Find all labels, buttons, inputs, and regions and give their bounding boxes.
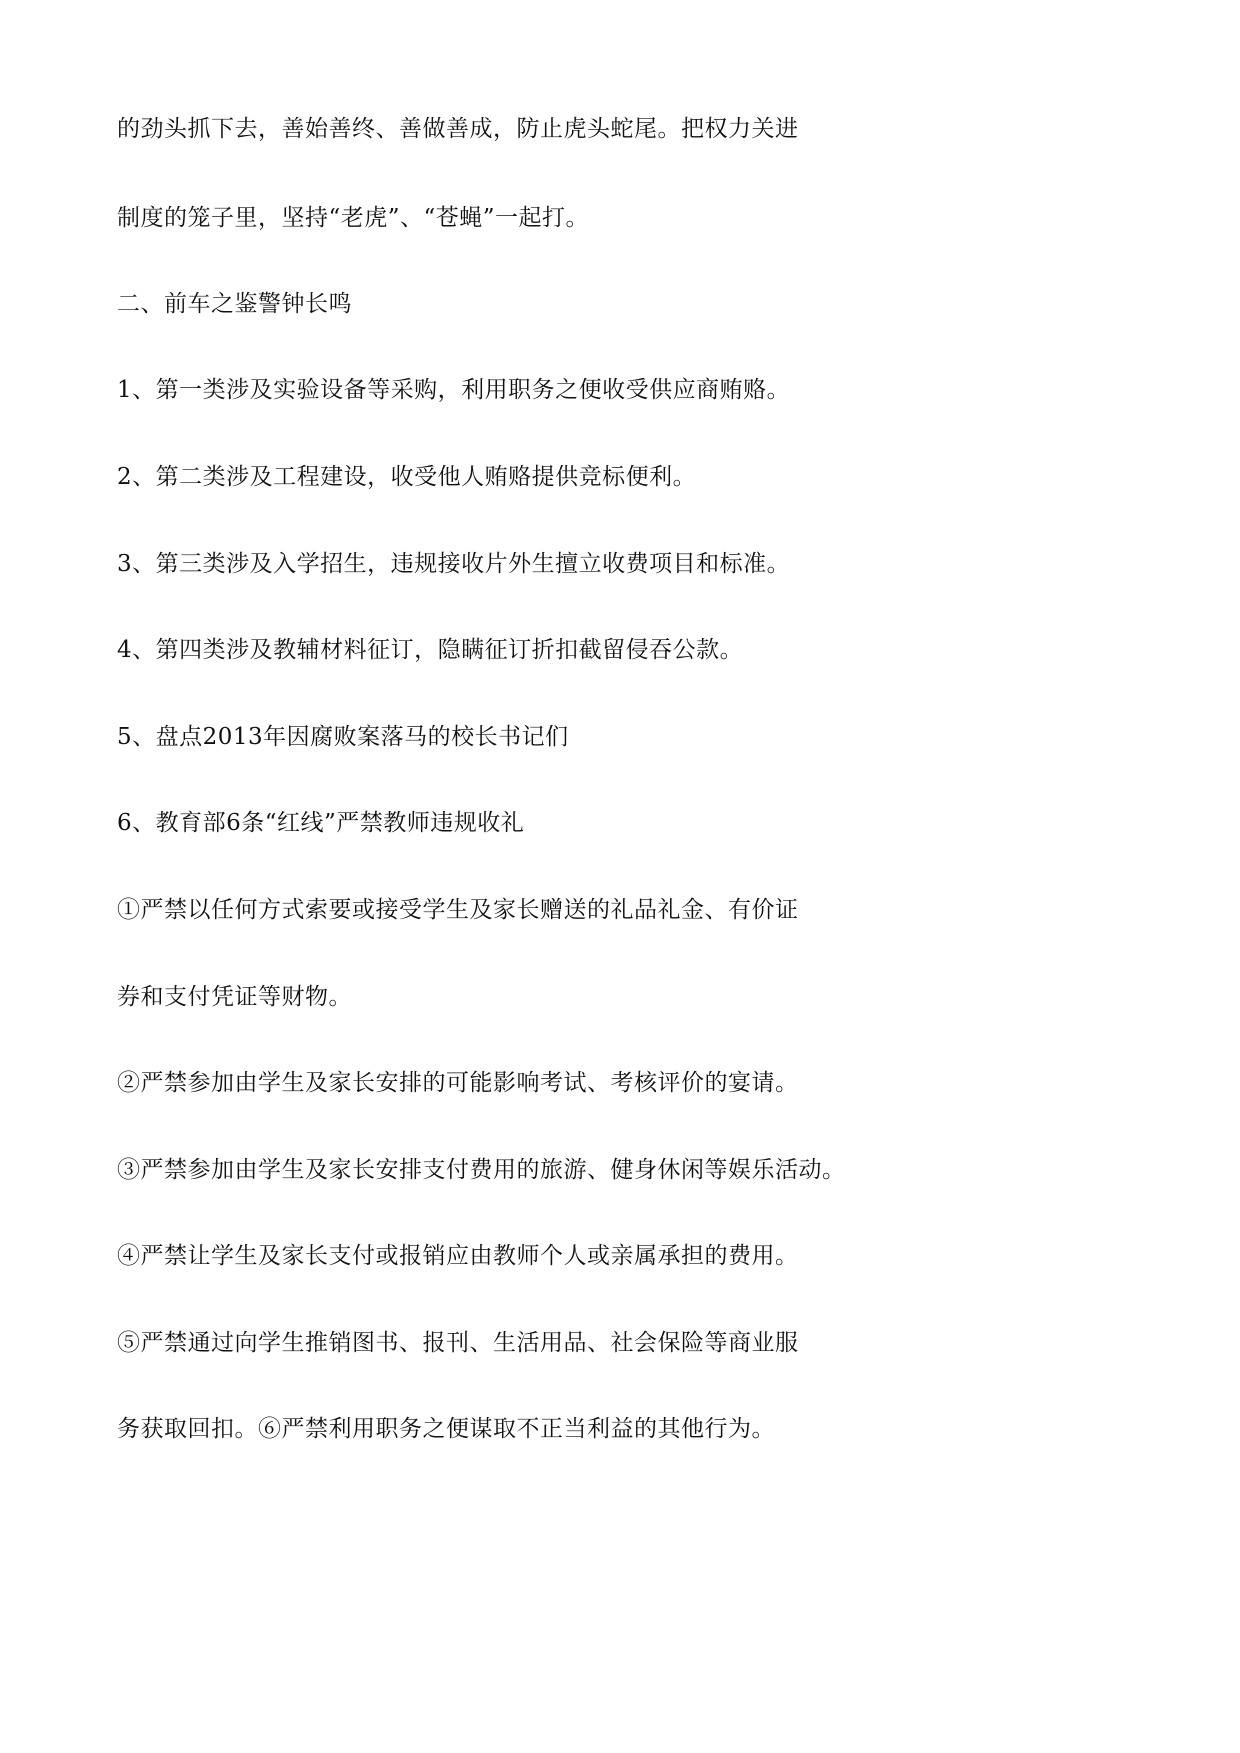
rule-item-continuation: 券和支付凭证等财物。 [117, 984, 352, 1010]
list-item: 6、教育部6条“红线”严禁教师违规收礼 [117, 810, 525, 836]
rule-item: ②严禁参加由学生及家长安排的可能影响考试、考核评价的宴请。 [117, 1070, 799, 1096]
rule-item-continuation: 务获取回扣。⑥严禁利用职务之便谋取不正当利益的其他行为。 [117, 1416, 775, 1442]
section-heading: 二、前车之鉴警钟长鸣 [117, 291, 352, 317]
rule-item: ③严禁参加由学生及家长安排支付费用的旅游、健身休闲等娱乐活动。 [117, 1157, 846, 1183]
list-item: 2、第二类涉及工程建设，收受他人贿赂提供竞标便利。 [117, 464, 697, 490]
paragraph-line: 制度的笼子里，坚持“老虎”、“苍蝇”一起打。 [117, 205, 590, 231]
list-item: 4、第四类涉及教辅材料征订，隐瞒征订折扣截留侵吞公款。 [117, 637, 744, 663]
rule-item: ④严禁让学生及家长支付或报销应由教师个人或亲属承担的费用。 [117, 1243, 799, 1269]
paragraph-line: 的劲头抓下去，善始善终、善做善成，防止虎头蛇尾。把权力关进 [117, 116, 799, 142]
list-item: 3、第三类涉及入学招生，违规接收片外生擅立收费项目和标准。 [117, 551, 791, 577]
list-item: 5、盘点2013年因腐败案落马的校长书记们 [117, 724, 569, 750]
rule-item: ①严禁以任何方式索要或接受学生及家长赠送的礼品礼金、有价证 [117, 897, 799, 923]
rule-item: ⑤严禁通过向学生推销图书、报刊、生活用品、社会保险等商业服 [117, 1330, 799, 1356]
list-item: 1、第一类涉及实验设备等采购，利用职务之便收受供应商贿赂。 [117, 377, 791, 403]
